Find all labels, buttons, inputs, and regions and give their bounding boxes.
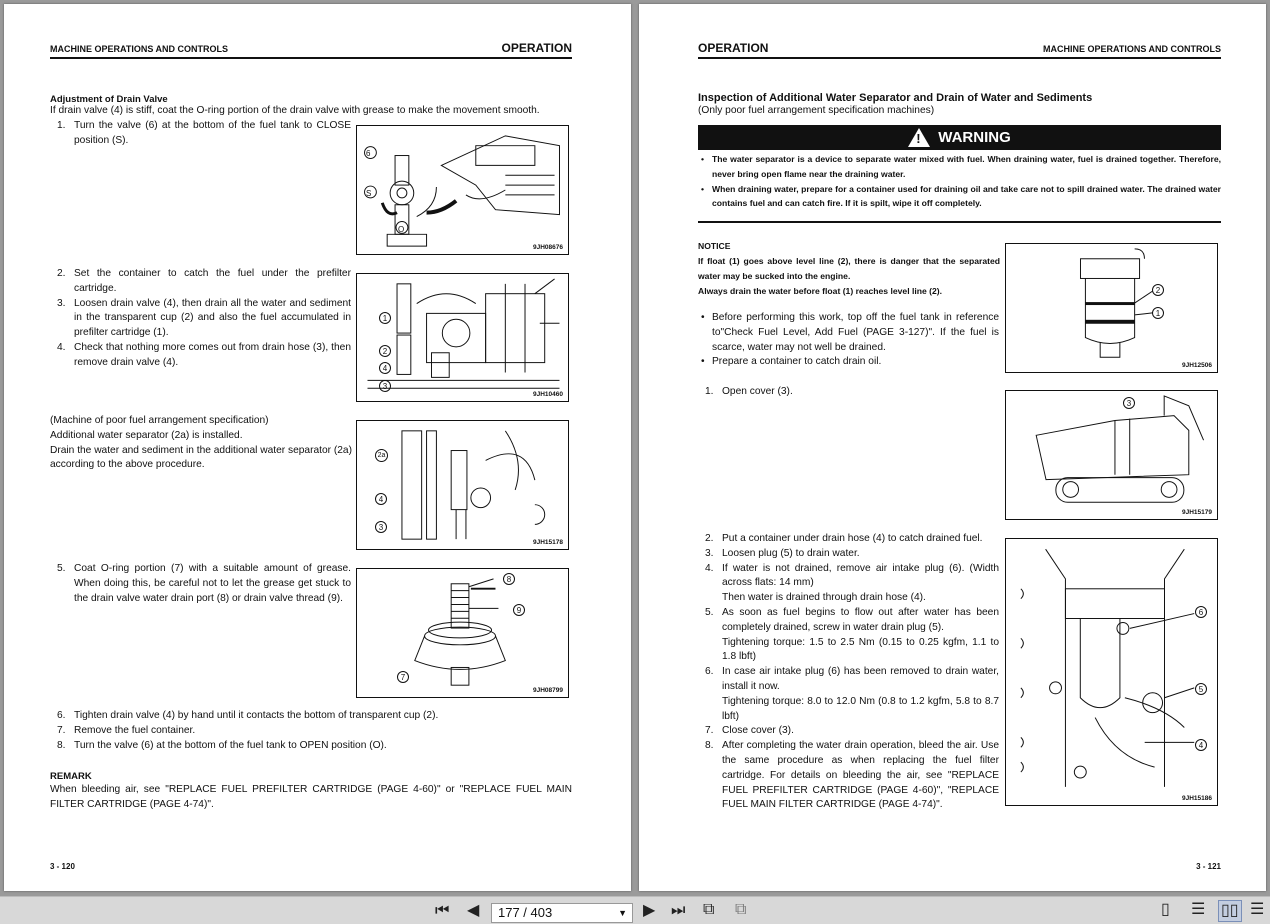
notice-title: NOTICE (698, 241, 731, 251)
step-text: Put a container under drain hose (4) to catch drained fuel. (722, 533, 983, 544)
two-page-continuous-view-icon: ☰ (1250, 901, 1265, 918)
fig7-label-5: 5 (1195, 683, 1207, 695)
excavator-illustration (1006, 391, 1217, 519)
drain-valve-heading: Adjustment of Drain Valve (50, 94, 168, 105)
step-number: 7. (57, 724, 66, 736)
step-item (57, 739, 572, 754)
warning-rule (698, 221, 1221, 223)
additional-separator-illustration (357, 421, 568, 549)
step-number: 3. (705, 547, 714, 559)
notice-line: If float (1) goes above level line (2), there is danger that the separated water may be sucked into the engine. (698, 256, 1000, 281)
step-text: In case air intake plug (6) has been removed to drain water, install it now. (722, 666, 999, 692)
step-number: 6. (705, 666, 714, 678)
separator-subheading: (Only poor fuel arrangement specification machines) (698, 105, 935, 116)
left-page-number: 3 - 120 (50, 862, 75, 871)
next-page-icon[interactable]: ▶ (643, 902, 656, 919)
step-number: 5. (57, 563, 66, 574)
single-page-view-icon: ▯ (1161, 901, 1170, 918)
step-text: Close cover (3). (722, 725, 794, 737)
figure-excavator-cover (1005, 390, 1218, 520)
step-item (57, 341, 351, 371)
fig1-label-s: S (366, 189, 372, 198)
figure-additional-separator (356, 420, 569, 550)
fig2-label-2: 2 (379, 345, 391, 357)
fig3-label-2a: 2a (375, 449, 388, 462)
warning-item: The water separator is a device to separate water mixed with fuel. When draining water, fuel is drained together. Therefore, never bring open flame near the draining water. (712, 154, 1221, 179)
figure-code: 9JH15178 (533, 539, 563, 546)
step-number: 4. (57, 341, 66, 353)
fig4-label-7: 7 (397, 671, 409, 683)
step-text: Loosen plug (5) to drain water. (722, 547, 860, 559)
figure-code: 9JH12506 (1182, 362, 1212, 369)
page-indicator: 177 / 403 (498, 905, 553, 920)
step-item (705, 695, 999, 725)
warning-banner (698, 125, 1221, 150)
step-number: 5. (705, 606, 714, 618)
figure-code: 9JH08799 (533, 687, 563, 694)
fig5-label-2: 2 (1152, 284, 1164, 296)
step-text: Coat O-ring portion (7) with a suitable amount of grease. When doing this, be careful not to let the grease get stuck to the drain valve water drain port (8) or drain valve thread (9). (74, 563, 351, 604)
figure-drain-valve-closed (356, 125, 569, 255)
compare-icon[interactable]: ⧉ (735, 901, 747, 918)
step-text: Then water is drained through drain hose (4). (722, 592, 926, 604)
left-steps-b (57, 267, 351, 371)
warning-list: • The water separator is a device to separate water mixed with fuel. When draining water, fuel is drained together. Therefore, never bring open flame near the draining water. • When draining water, prepare for a container used for draining oil and take care not to spill drained water. The drained water contains fuel and can catch fire. If it is spilt, wipe it off completely. (701, 152, 1221, 211)
figure-prefilter (356, 273, 569, 402)
left-steps-c (57, 562, 351, 606)
right-header-section: MACHINE OPERATIONS AND CONTROLS (1042, 44, 1221, 54)
step-item (57, 562, 351, 606)
precaution-item: Prepare a container to catch drain oil. (712, 356, 882, 368)
drain-plugs-illustration (1006, 539, 1217, 805)
fig7-label-6: 6 (1195, 606, 1207, 618)
fig2-label-4: 4 (379, 362, 391, 374)
step-item (705, 562, 999, 592)
fig1-label-o: O (398, 225, 405, 234)
fig4-label-9: 9 (513, 604, 525, 616)
extract-pages-icon[interactable]: ⧉ (703, 901, 715, 918)
page-number-input[interactable] (491, 903, 633, 923)
figure-code: 9JH10460 (533, 391, 563, 398)
continuous-view-button[interactable] (1187, 900, 1211, 922)
drain-valve-illustration (357, 126, 568, 254)
two-page-view-button[interactable] (1218, 900, 1242, 922)
step-number (705, 591, 722, 606)
step-item (57, 119, 351, 149)
remark-title: REMARK (50, 771, 92, 782)
fig6-label-3: 3 (1123, 397, 1135, 409)
fig4-label-8: 8 (503, 573, 515, 585)
continuous-view-icon: ☰ (1191, 901, 1206, 918)
right-header-chapter: OPERATION (698, 41, 769, 55)
figure-drain-plugs (1005, 538, 1218, 806)
figure-code: 9JH08676 (533, 244, 563, 251)
step-number: 2. (57, 268, 66, 279)
step-item (705, 739, 999, 813)
poor-fuel-line: (Machine of poor fuel arrangement specification) (50, 415, 269, 426)
step-text: Remove the fuel container. (74, 724, 196, 736)
two-page-view-icon: ▯▯ (1221, 902, 1239, 919)
oring-illustration (357, 569, 568, 697)
water-separator-illustration (1006, 244, 1217, 372)
chevron-down-icon[interactable]: ▼ (618, 908, 627, 918)
step-text: If water is not drained, remove air intake plug (6). (Width across flats: 14 mm) (722, 562, 999, 589)
left-steps-a (57, 119, 351, 149)
right-steps-b (705, 532, 999, 813)
warning-label: WARNING (938, 129, 1011, 146)
step-text: Open cover (3). (722, 386, 793, 397)
step-item (705, 606, 999, 636)
step-text: After completing the water drain operation, bleed the air. Use the same procedure as when replacing the fuel filter cartridge. For details on bleeding the air, see "REPLACE FUEL PREFILTER CARTRIDGE (PAGE 4-60)", "REPLACE FUEL MAIN FILTER CARTRIDGE (PAGE 4-74)". (722, 740, 999, 811)
fig1-label-6: 6 (366, 149, 371, 158)
fig2-label-3: 3 (379, 380, 391, 392)
figure-code: 9JH15186 (1182, 795, 1212, 802)
step-number: 2. (705, 533, 714, 544)
step-item (57, 297, 351, 341)
viewer-toolbar (0, 896, 1270, 924)
separator-heading: Inspection of Additional Water Separator and Drain of Water and Sediments (698, 92, 1093, 104)
left-steps-d (57, 709, 572, 753)
warning-triangle-icon: ! (908, 128, 930, 147)
remark-text: When bleeding air, see "REPLACE FUEL PREFILTER CARTRIDGE (PAGE 4-60)" or "REPLACE FUEL MAIN FILTER CARTRIDGE (PAGE 4-74)". (50, 784, 572, 810)
two-page-continuous-view-button[interactable] (1248, 900, 1270, 922)
figure-water-separator (1005, 243, 1218, 373)
notice-text (698, 254, 1000, 298)
fig7-label-4: 4 (1195, 739, 1207, 751)
poor-fuel-line: Additional water separator (2a) is installed. (50, 429, 243, 441)
step-number (705, 695, 722, 725)
step-number: 3. (57, 297, 66, 309)
fig5-label-1: 1 (1152, 307, 1164, 319)
fig2-label-1: 1 (379, 312, 391, 324)
left-header-section: MACHINE OPERATIONS AND CONTROLS (50, 44, 229, 54)
poor-fuel-notes (50, 414, 352, 473)
right-page (639, 4, 1266, 891)
prev-page-icon[interactable]: ◀ (467, 902, 480, 919)
step-item (705, 724, 999, 739)
step-number: 8. (57, 739, 66, 751)
fig3-label-3: 3 (375, 521, 387, 533)
step-number: 6. (57, 710, 66, 721)
step-text: Tighten drain valve (4) by hand until it contacts the bottom of transparent cup (2). (74, 710, 439, 721)
fig3-label-4: 4 (375, 493, 387, 505)
step-number: 1. (57, 120, 66, 131)
step-text: Turn the valve (6) at the bottom of the fuel tank to OPEN position (O). (74, 739, 387, 751)
warning-item: When draining water, prepare for a container used for draining oil and take care not to spill drained water. The drained water contains fuel and can catch fire. If it is spilt, wipe it off completely. (712, 183, 1221, 209)
step-item (705, 385, 999, 400)
step-number: 8. (705, 740, 714, 752)
step-item (705, 547, 999, 562)
poor-fuel-line: Drain the water and sediment in the additional water separator (2a) according to the above procedure. (50, 444, 352, 471)
step-number (705, 636, 722, 666)
left-header-rule (50, 57, 572, 59)
step-text: Tightening torque: 1.5 to 2.5 Nm (0.15 to 0.25 kgfm, 1.1 to 1.8 lbft) (722, 636, 999, 663)
step-text: Check that nothing more comes out from drain hose (3), then remove drain valve (4). (74, 341, 351, 368)
step-number: 7. (705, 725, 714, 737)
step-item (57, 709, 572, 724)
step-number: 1. (705, 386, 714, 397)
step-text: Set the container to catch the fuel under the prefilter cartridge. (74, 268, 351, 294)
notice-line: Always drain the water before float (1) reaches level line (2). (698, 285, 943, 296)
step-item (705, 665, 999, 695)
drain-valve-intro: If drain valve (4) is stiff, coat the O-ring portion of the drain valve with grease to make the movement smooth. (50, 105, 540, 116)
step-item (57, 267, 351, 297)
single-page-view-button[interactable] (1157, 900, 1181, 922)
step-item (705, 636, 999, 666)
step-text: Tightening torque: 8.0 to 12.0 Nm (0.8 to 1.2 kgfm, 5.8 to 8.7 lbft) (722, 695, 999, 722)
last-page-icon[interactable]: ⏭ (671, 902, 686, 919)
figure-code: 9JH15179 (1182, 509, 1212, 516)
first-page-icon[interactable]: ⏮ (435, 902, 450, 919)
left-header-chapter: OPERATION (501, 41, 572, 55)
step-text: Loosen drain valve (4), then drain all the water and sediment in the transparent cup (2) and also the fuel accumulated in prefilter cartridge (1). (74, 297, 351, 339)
right-steps-a (705, 385, 999, 400)
step-text: As soon as fuel begins to flow out after water has been completely drained, screw in water drain plug (5). (722, 606, 999, 633)
right-header-rule (698, 57, 1221, 59)
step-number: 4. (705, 562, 714, 574)
step-item (57, 724, 572, 739)
left-page (4, 4, 631, 891)
figure-oring (356, 568, 569, 698)
step-item (705, 532, 999, 547)
right-page-number: 3 - 121 (1196, 862, 1221, 871)
step-text: Turn the valve (6) at the bottom of the fuel tank to CLOSE position (S). (74, 120, 351, 146)
precaution-list: • Before performing this work, top off the fuel tank in reference to"Check Fuel Level, Add Fuel (PAGE 3-127)". If the fuel is scarce, water may not well be drained. • Prepare a container to catch drain oil. (701, 311, 999, 370)
precaution-item: Before performing this work, top off the fuel tank in reference to"Check Fuel Level, Add Fuel (PAGE 3-127)". If the fuel is scarce, water may not well be drained. (712, 312, 999, 353)
step-item (705, 591, 999, 606)
